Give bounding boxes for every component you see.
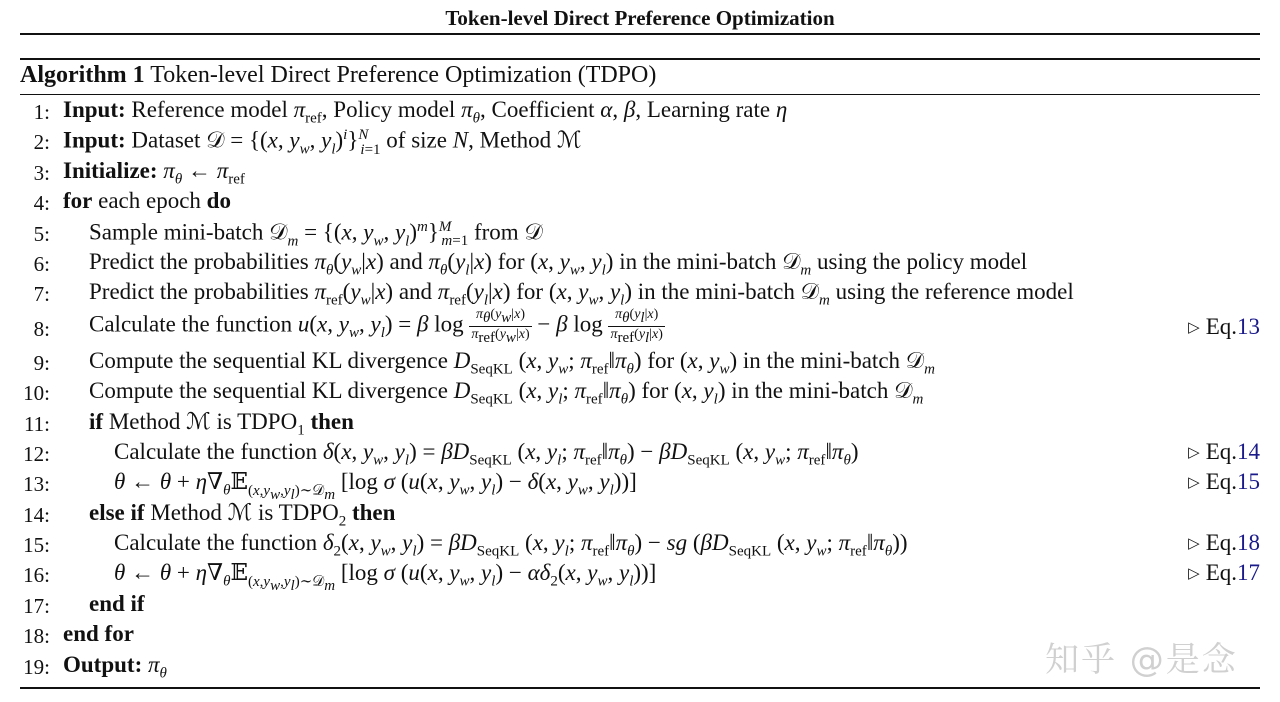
algorithm-body: [20, 96, 1260, 681]
comment-triangle-icon: ▷: [1188, 444, 1200, 461]
line-content: for each epoch do: [63, 188, 231, 214]
eq-prefix: Eq.: [1205, 469, 1237, 495]
line-number: 18:: [23, 624, 50, 649]
line-content: Calculate the function u(x, $y_w$, $y_l) = \beta$ log $\frac{\pi_\theta(y_w|x)}{\pi_{ref}(y_w|x)}$ − β log $\frac{\pi_\theta(y_l|x)}{\pi_{ref}(y_l|x)}$: [89, 306, 663, 346]
eq-number-link[interactable]: 14: [1237, 438, 1260, 464]
eq-number-link[interactable]: 17: [1237, 560, 1260, 586]
equation-reference[interactable]: [1188, 560, 1260, 586]
line-content: end for: [63, 621, 134, 647]
line-number: 5:: [33, 221, 50, 246]
algorithm-title: Token-level Direct Preference Optimization (TDPO): [150, 62, 657, 88]
algorithm-line: [20, 306, 1260, 347]
line-number: 19:: [23, 654, 50, 679]
algorithm-caption: [20, 62, 656, 89]
algorithm-line: [20, 377, 1260, 407]
running-head: Token-level Direct Preference Optimization: [445, 6, 835, 30]
line-content: θ ← $\theta + \eta\nabla_\theta 𝔼_{(x,y_w,y_l)\sim 𝒟_m}$ [log σ (u(x, $y_w$, $y_l) - \delta(x$, $y_w$, $y_l$))]: [114, 469, 637, 503]
eq-number-link[interactable]: 18: [1237, 530, 1260, 556]
algorithm-line: [20, 468, 1260, 503]
line-content: Input: Reference model $\pi_{ref}$, Policy model $\pi_\theta$, Coefficient α, β, Learning rate η: [63, 97, 788, 127]
watermark: 知乎 @是念: [1045, 640, 1238, 680]
line-number: 8:: [33, 316, 50, 341]
line-number: 4:: [33, 191, 50, 216]
line-number: 6:: [33, 251, 50, 276]
line-content: Calculate the function δ(x, $y_w$, $y_l) = \beta D_{SeqKL}$ (x, $y_l$; $\pi_{ref}‖\pi_\theta) - \beta D_{SeqKL}$ (x, $y_w$; $\pi_{ref}‖\pi_\theta$): [114, 438, 859, 469]
eq-prefix: Eq.: [1205, 313, 1237, 339]
algorithm-label: Algorithm 1: [20, 62, 145, 88]
line-number: 12:: [23, 441, 50, 466]
line-number: 10:: [23, 381, 50, 406]
algorithm-line: [20, 499, 1260, 529]
algorithm-line: [20, 529, 1260, 559]
comment-triangle-icon: ▷: [1188, 536, 1200, 553]
algorithm-caption-rule: [20, 94, 1260, 95]
line-content: Initialize: $\pi_\theta$ ← $\pi_{ref}$: [63, 157, 245, 188]
algorithm-line: [20, 96, 1260, 126]
algorithm-line: [20, 218, 1260, 248]
algorithm-line: [20, 126, 1260, 156]
line-number: 16:: [23, 563, 50, 588]
line-number: 7:: [33, 282, 50, 307]
line-content: Predict the probabilities $\pi_\theta(y_w|x)$ and $\pi_\theta(y_l|x)$ for (x, $y_w$, $y_l$) in the mini-batch 𝒟$_m$ using the policy model: [89, 248, 1028, 279]
algorithm-line: [20, 590, 1260, 620]
algorithm-line: [20, 157, 1260, 187]
header-rule: [20, 33, 1260, 35]
eq-prefix: Eq.: [1205, 530, 1237, 556]
algorithm-line: [20, 559, 1260, 595]
line-number: 14:: [23, 502, 50, 527]
algorithm-line: [20, 187, 1260, 217]
equation-reference[interactable]: [1188, 530, 1260, 556]
line-content: Compute the sequential KL divergence $D_{SeqKL}$ (x, $y_l$; $\pi_{ref}‖\pi_\theta$) for (x, $y_l$) in the mini-batch 𝒟$_m$: [89, 378, 924, 408]
eq-prefix: Eq.: [1205, 560, 1237, 586]
equation-reference[interactable]: [1188, 314, 1260, 340]
line-content: Input: Dataset 𝒟 = {(x, $y_w$, $y_l)^i\}^N_{i=1}$ of size N, Method ℳ: [63, 127, 582, 158]
algorithm-line: [20, 347, 1260, 377]
eq-number-link[interactable]: 13: [1237, 313, 1260, 339]
line-content: θ ← $\theta + \eta\nabla_\theta 𝔼_{(x,y_w,y_l)\sim 𝒟_m}$ [log σ (u(x, $y_w$, $y_l) - \alpha\delta_2(x$, $y_w$, $y_l$))]: [114, 560, 657, 595]
comment-triangle-icon: ▷: [1188, 319, 1200, 336]
line-content: Compute the sequential KL divergence $D_{SeqKL}$ (x, $y_w$; $\pi_{ref}‖\pi_\theta$) for (x, $y_w$) in the mini-batch 𝒟$_m$: [89, 347, 935, 378]
line-number: 2:: [33, 130, 50, 155]
line-number: 17:: [23, 593, 50, 618]
line-content: end if: [89, 590, 145, 616]
algorithm-line: [20, 278, 1260, 308]
eq-number-link[interactable]: 15: [1237, 469, 1260, 495]
line-number: 1:: [33, 100, 50, 124]
line-content: else if Method ℳ is $TDPO_2$ then: [89, 499, 396, 530]
algorithm-line: [20, 248, 1260, 278]
eq-prefix: Eq.: [1205, 438, 1237, 464]
line-number: 3:: [33, 160, 50, 185]
line-number: 9:: [33, 350, 50, 375]
line-content: Calculate the function $\delta_2(x$, $y_w$, $y_l) = \beta D_{SeqKL}$ (x, $y_l$; $\pi_{ref}‖\pi_\theta$) − sg ($\beta D_{SeqKL}$ (x, $y_w$; $\pi_{ref}‖\pi_\theta$)): [114, 530, 908, 560]
algorithm-top-rule: [20, 58, 1260, 60]
algorithm-bottom-rule: [20, 687, 1260, 689]
line-content: if Method ℳ is $TDPO_1$ then: [89, 408, 354, 439]
line-number: 15:: [23, 533, 50, 558]
line-number: 13:: [23, 472, 50, 497]
algorithm-line: [20, 438, 1260, 468]
comment-triangle-icon: ▷: [1188, 475, 1200, 492]
comment-triangle-icon: ▷: [1188, 566, 1200, 583]
line-number: 11:: [23, 411, 50, 436]
line-content: Sample mini-batch 𝒟$_m$ = {(x, $y_w$, $y_l)^m\}^M_{m=1}$ from 𝒟: [89, 218, 543, 249]
line-content: Output: $\pi_\theta$: [63, 651, 167, 682]
equation-reference[interactable]: [1188, 439, 1260, 465]
equation-reference[interactable]: [1188, 469, 1260, 495]
line-content: Predict the probabilities $\pi_{ref}(y_w|x)$ and $\pi_{ref}(y_l|x)$ for (x, $y_w$, $y_l$) in the mini-batch 𝒟$_m$ using the reference model: [89, 279, 1074, 309]
algorithm-line: [20, 408, 1260, 438]
